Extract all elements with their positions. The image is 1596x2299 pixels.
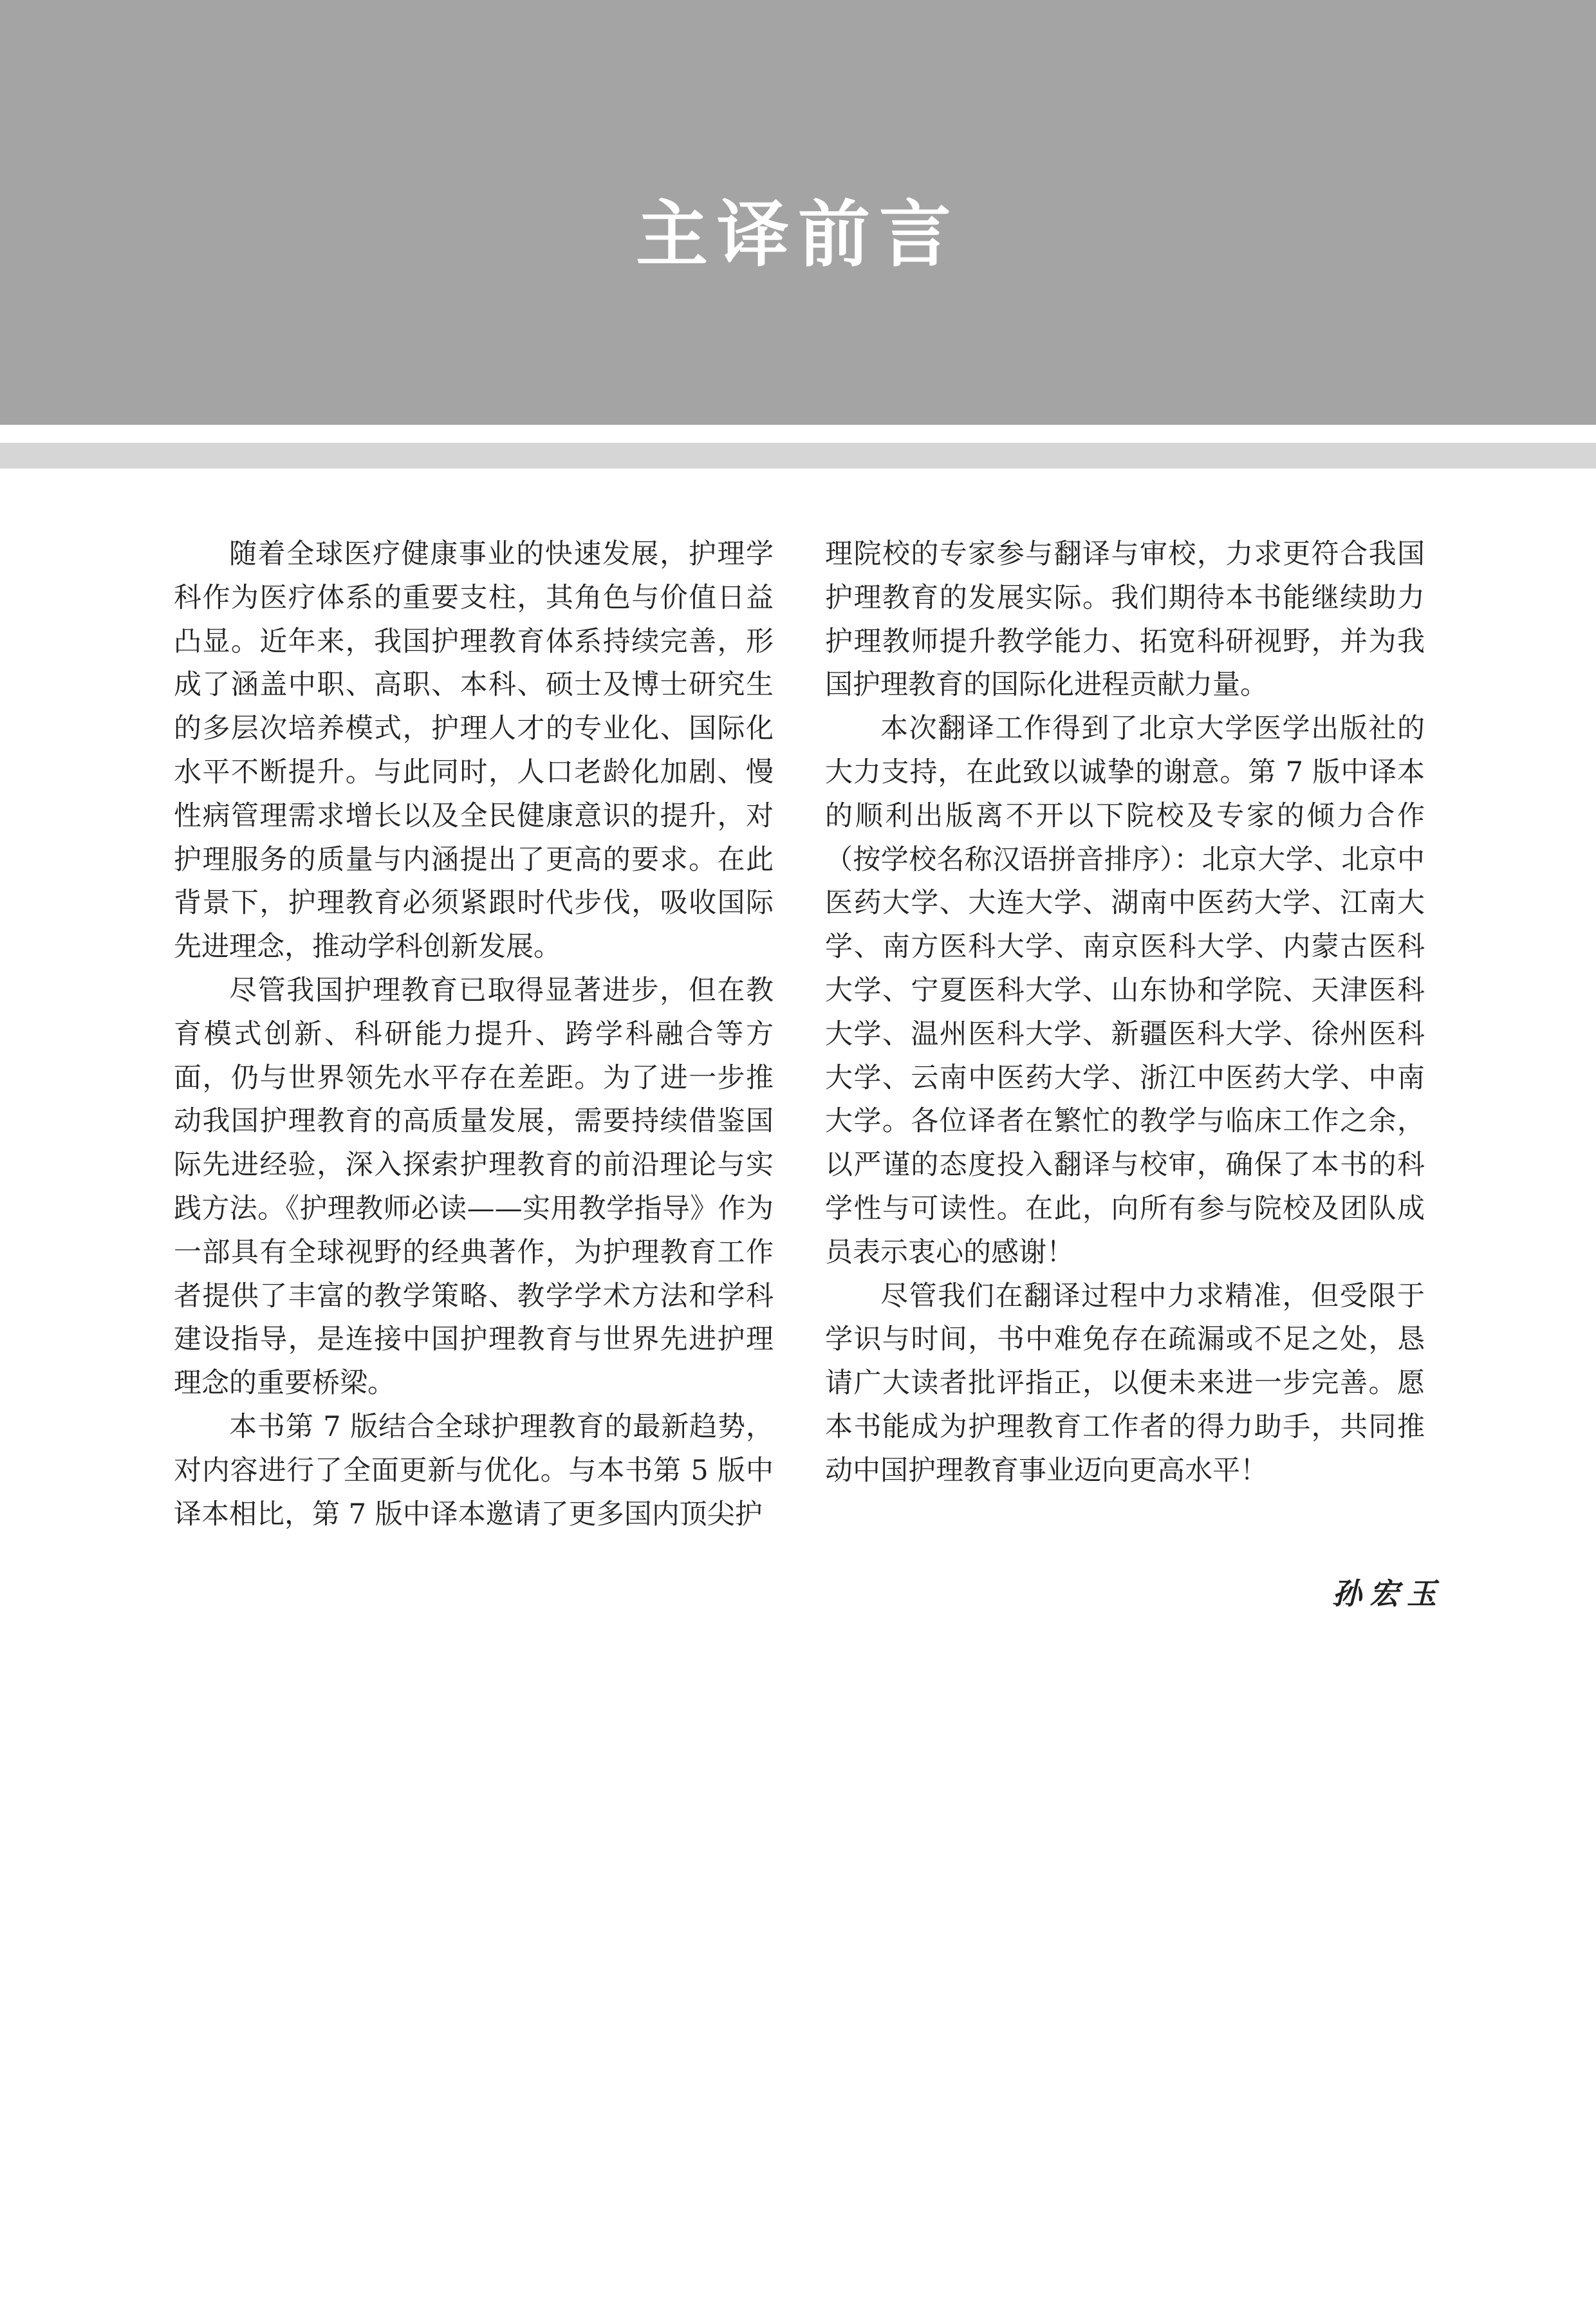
header-divider-band	[0, 443, 1596, 469]
paragraph-3-continued: 理院校的专家参与翻译与审校，力求更符合我国护理教育的发展实际。我们期待本书能继续助力护理教师提升教学能力、拓宽科研视野，并为我国护理教育的国际化进程贡献力量。	[825, 538, 1425, 702]
paragraph-5: 尽管我们在翻译过程中力求精准，但受限于学识与时间，书中难免存在疏漏或不足之处，恳请广大读者批评指正，以便未来进一步完善。愿本书能成为护理教育工作者的得力助手，共同推动中国护理教育事业迈向更高水平！	[825, 1280, 1425, 1487]
paragraph-4: 本次翻译工作得到了北京大学医学出版社的大力支持，在此致以诚挚的谢意。第 7 版中译本的顺利出版离不开以下院校及专家的倾力合作（按学校名称汉语拼音排序）：北京大学、北京中医药大学、大连大学、湖南中医药大学、江南大学、南方医科大学、南京医科大学、内蒙古医科大学、宁夏医科大学、山东协和学院、天津医科大学、温州医科大学、新疆医科大学、徐州医科大学、云南中医药大学、浙江中医药大学、中南大学。各位译者在繁忙的教学与临床工作之余，以严谨的态度投入翻译与校审，确保了本书的科学性与可读性。在此，向所有参与院校及团队成员表示衷心的感谢！	[825, 712, 1425, 1269]
left-column	[174, 533, 774, 1536]
right-column	[825, 533, 1425, 1493]
paragraph-3-start: 本书第 7 版结合全球护理教育的最新趋势，对内容进行了全面更新与优化。与本书第 5 版中译本相比，第 7 版中译本邀请了更多国内顶尖护	[174, 1410, 774, 1531]
paragraph-2: 尽管我国护理教育已取得显著进步，但在教育模式创新、科研能力提升、跨学科融合等方面，仍与世界领先水平存在差距。为了进一步推动我国护理教育的高质量发展，需要持续借鉴国际先进经验，深入探索护理教育的前沿理论与实践方法。《护理教师必读——实用教学指导》作为一部具有全球视野的经典著作，为护理教育工作者提供了丰富的教学策略、教学学术方法和学科建设指导，是连接中国护理教育与世界先进护理理念的重要桥梁。	[174, 974, 774, 1400]
page-title: 主译前言	[636, 193, 960, 277]
paragraph-1: 随着全球医疗健康事业的快速发展，护理学科作为医疗体系的重要支柱，其角色与价值日益凸显。近年来，我国护理教育体系持续完善，形成了涵盖中职、高职、本科、硕士及博士研究生的多层次培养模式，护理人才的专业化、国际化水平不断提升。与此同时，人口老龄化加剧、慢性病管理需求增长以及全民健康意识的提升，对护理服务的质量与内涵提出了更高的要求。在此背景下，护理教育必须紧跟时代步伐，吸收国际先进理念，推动学科创新发展。	[174, 538, 774, 963]
translator-signature: 孙宏玉	[1332, 1576, 1444, 1611]
chapter-header	[0, 0, 1596, 425]
